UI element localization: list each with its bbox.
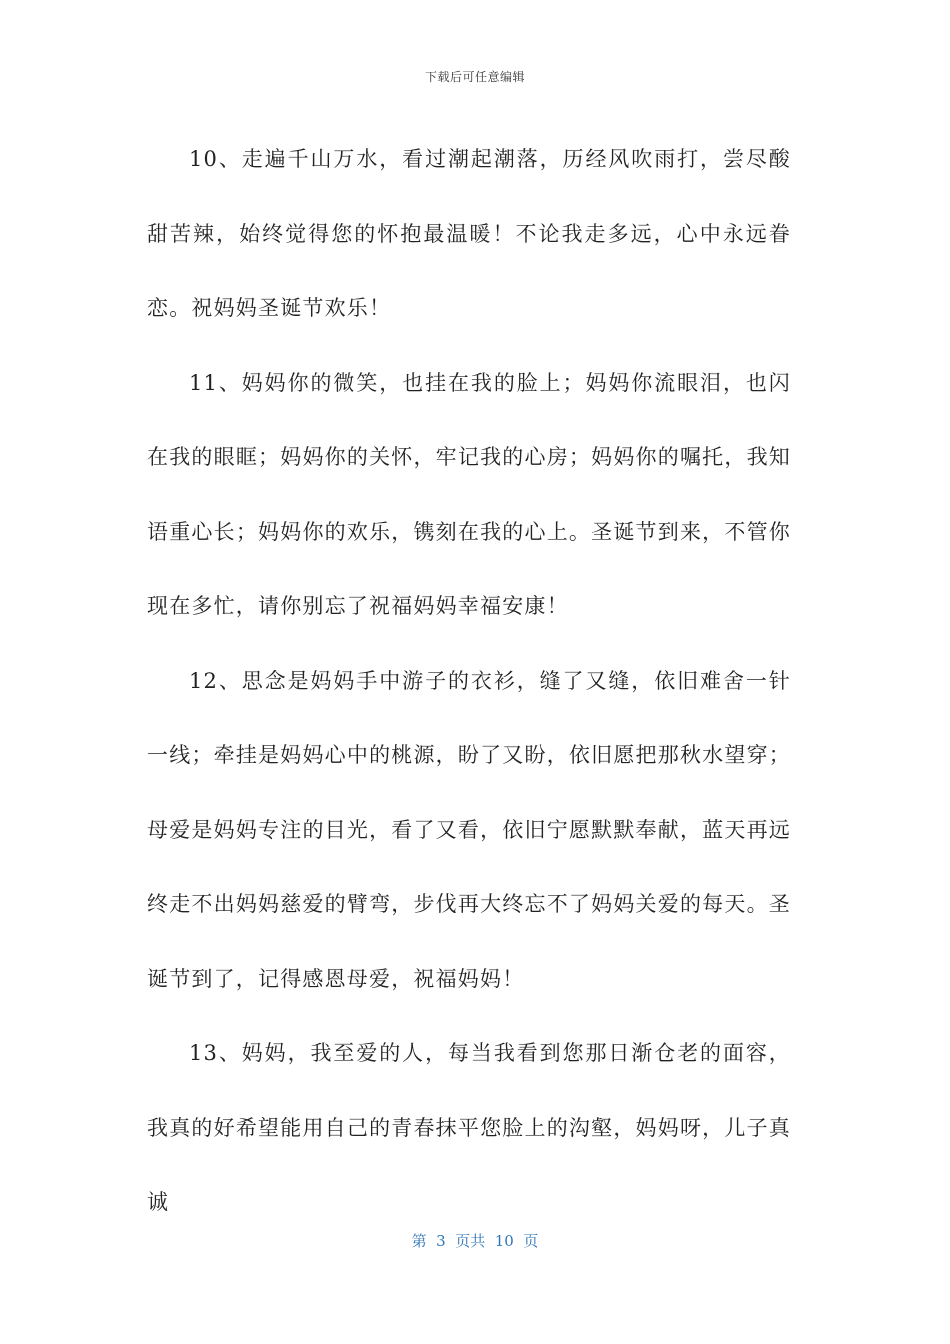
page-number-footer: 第 3 页共 10 页	[411, 1232, 539, 1250]
document-body	[147, 122, 791, 1240]
paragraph-13: 13、妈妈，我至爱的人，每当我看到您那日渐仓老的面容，我真的好希望能用自己的青春抹平您脸上的沟壑，妈妈呀，儿子真诚	[147, 1041, 791, 1214]
paragraph-11: 11、妈妈你的微笑，也挂在我的脸上；妈妈你流眼泪，也闪在我的眼眶；妈妈你的关怀，牢记我的心房；妈妈你的嘱托，我知语重心长；妈妈你的欢乐，镌刻在我的心上。圣诞节到来，不管你现在多忙，请你别忘了祝福妈妈幸福安康！	[147, 370, 791, 618]
paragraph-10: 10、走遍千山万水，看过潮起潮落，历经风吹雨打，尝尽酸甜苦辣，始终觉得您的怀抱最温暖！不论我走多远，心中永远眷恋。祝妈妈圣诞节欢乐！	[147, 147, 791, 320]
header-note: 下载后可任意编辑	[424, 70, 525, 84]
paragraph-12: 12、思念是妈妈手中游子的衣衫，缝了又缝，依旧难舍一针一线；牵挂是妈妈心中的桃源，盼了又盼，依旧愿把那秋水望穿；母爱是妈妈专注的目光，看了又看，依旧宁愿默默奉献，蓝天再远终走不出妈妈慈爱的臂弯，步伐再大终忘不了妈妈关爱的每天。圣诞节到了，记得感恩母爱，祝福妈妈！	[147, 668, 791, 991]
